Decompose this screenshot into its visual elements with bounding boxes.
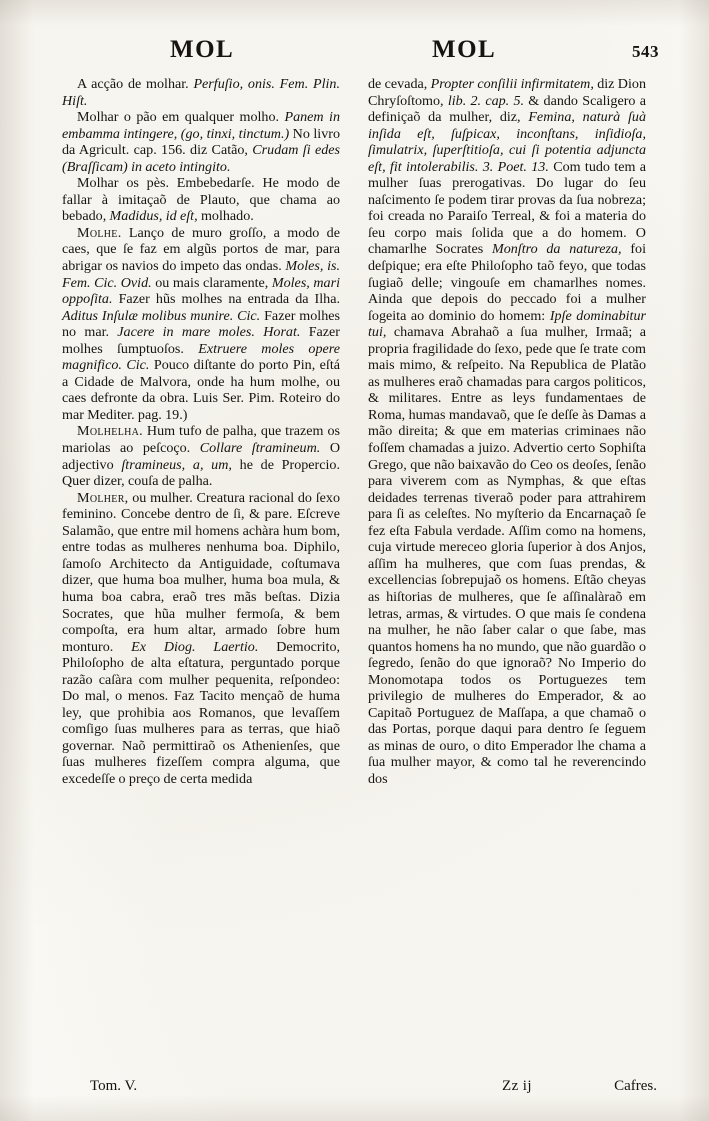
page-edge-shadow-right	[679, 0, 709, 1121]
entry-paragraph: de cevada, Propter conſilii infirmitatem, diz Dion Chryſoſtomo, lib. 2. cap. 5. & dando Scaligero a definiçaõ da mulher, diz, Femina, naturà ſuà inſida eſt, ſuſpicax, inconſtans, inſidioſa, ſimulatrix, ſuperſtitioſa, cui ſi potentia adjuncta eſt, fit intolerabilis. 3. Poet. 13. Com tudo tem a mulher ſuas prerogativas. Do lugar do ſeu naſcimento ſe podem tirar provas da ſua nobreza; foi creada no Paraiſo Terreal, & foi a materia do ſeu corpo mais ſolida que a do homem. O chamarlhe Socrates Monſtro da natureza, foi deſpique; era eſte Philoſopho taõ feyo, que todas ſugiaõ delle; vingouſe em chamarlhes nomes. Ainda que depois do peccado foi a mulher ſogeita ao dominio do homem: Ipſe dominabitur tui, chamava Abrahaõ a ſua mulher, Irmaã; a propria fragilidade do ſexo, pede que ſe trate com mais mimo, & reſpeito. Na Republica de Platão as mulheres eraõ chamadas para cargos politicos, & militares. Entre as leys fundamentaes de Roma, humas mandavaõ, que ſe deſſe às Damas a mão direita; & que em materias criminaes não foſſem chamadas a juizo. Advertio certo Sophiſta Grego, que não baixavão do Ceo os deoſes, ſenão para viverem com as Nymphas, & que eſtas deidades terrenas tiveraõ poder para attrahirem para ſi as celeſtes. No myſterio da Encarnaçaõ ſe fez eſta Fabula verdade. Aſſim como na homens, cuja virtude mereceo gloria ſuperior à dos Anjos, aſſim ha mulheres, que com ſuas prendas, & excellencias ſobrepujaõ os homens. Eſtão cheyas as hiſtorias de mulheres, que ſe aſſinalàraõ em letras, armas, & virtudes. O que mais ſe condena na mulher, he não ſaber calar o que ſabe, mas quantos homens ha no mundo, que não guardão o ſegredo, ſenão do que ignoraõ? No Imperio do Monomotapa todos os Portuguezes tem privilegio de mulheres do Emperador, & ao Capitaõ Portuguez de Maſſapa, a que chamaõ o das Portas, porque daqui para dentro ſe ſeguem as minas de ouro, o dito Emperador lhe chama a ſua mulher mayor, & como tal he reverencindo dos	[368, 76, 646, 787]
volume-label: Tom. V.	[90, 1078, 138, 1094]
column-left	[62, 76, 340, 1061]
signature-mark: Zz ij	[502, 1078, 532, 1094]
catchword: Cafres.	[614, 1078, 657, 1094]
page-footer	[62, 1078, 663, 1102]
entry-paragraph: Molhar o pão em qualquer molho. Panem in embamma intingere, (go, tinxi, tinctum.) No livro da Agricult. cap. 156. diz Catão, Crudam ſi edes (Braſſicam) in aceto intingito.	[62, 109, 341, 175]
page-number: 543	[632, 42, 659, 61]
entry-paragraph: Molhar os pès. Embebedarſe. He modo de fallar à imitaçaõ de Plauto, que chama ao bebado, Madidus, id eſt, molhado.	[62, 175, 340, 225]
entry-paragraph: Molhe. Lanço de muro groſſo, a modo de caes, que ſe faz em algũs portos de mar, para abrigar os navios do impeto das ondas. Moles, is. Fem. Cic. Ovid. ou mais claramente, Moles, mari oppoſita. Fazer hũs molhes na entrada da Ilha. Aditus Inſulæ molibus munire. Cic. Fazer molhes no mar. Jacere in mare moles. Horat. Fazer molhes ſumptuoſos. Extruere moles opere magnifico. Cic. Pouco diſtante do porto Pin, eſtá a Cidade de Malvora, onde ha hum molhe, ou caes defronte da obra. Luis Ser. Pim. Roteiro do mar Mediter. pag. 19.)	[62, 224, 341, 423]
entry-paragraph: Molhelha. Hum tufo de palha, que trazem os mariolas ao peſcoço. Collare ſtramineum. O adjectivo ſtramineus, a, um, he de Propercio. Quer dizer, couſa de palha.	[62, 423, 341, 490]
text-body	[62, 76, 652, 1061]
running-head-left: MOL	[170, 36, 235, 63]
column-right	[368, 76, 646, 1061]
entry-paragraph: Molher, ou mulher. Creatura racional do ſexo feminino. Concebe dentro de ſi, & pare. Eſcreve Salamão, que entre mil homens achàra hum bom, entre todas as mulheres nenhuma boa. Diphilo, ſamoſo Architecto da Antiguidade, coſtumava dizer, que huma boa mulher, huma boa mula, & huma boa cabra, eraõ tres mãs beſtas. Dizia Socrates, que hũa mulher fermoſa, & bem compoſta, era hum altar, armado ſobre hum monturo. Ex Diog. Laertio. Democrito, Philoſopho de alta eſtatura, perguntado porque razão caſàra com mulher pequenita, reſpondeo: Do mal, o menos. Faz Tacito mençaõ de huma ley, que prohibia aos Romanos, que levaſſem comſigo ſuas mulheres para as terras, que hiaõ governar. Naõ permittiraõ os Athenienſes, que ſuas mulheres fizeſſem compra alguma, que excedeſſe o preço de certa medida	[62, 489, 341, 787]
page-edge-shadow-top	[0, 0, 709, 26]
page-header	[60, 36, 663, 70]
page-edge-shadow-left	[0, 0, 34, 1121]
entry-paragraph: A acção de molhar. Perfuſio, onis. Fem. Plin. Hiſt.	[62, 76, 340, 109]
running-head-center: MOL	[432, 36, 497, 63]
